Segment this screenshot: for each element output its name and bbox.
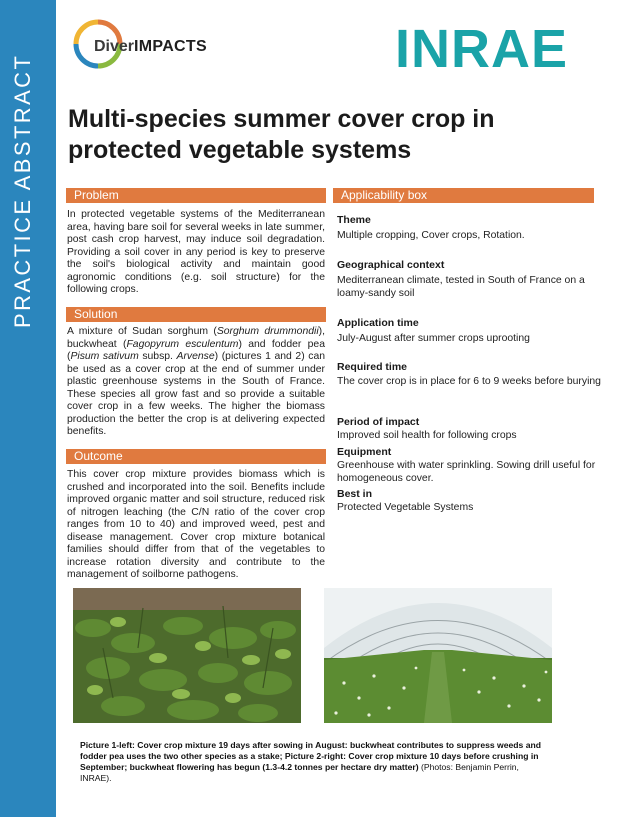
diverimpacts-wordmark: DiverIMPACTS xyxy=(94,38,207,55)
equipment-label: Equipment xyxy=(337,446,392,458)
equipment-value: Greenhouse with water sprinkling. Sowing drill useful for homogeneous cover. xyxy=(337,460,596,484)
sidebar-label: PRACTICE ABSTRACT xyxy=(10,53,35,328)
sidebar xyxy=(0,0,56,817)
outcome-heading: Outcome xyxy=(66,449,326,464)
problem-text: In protected vegetable systems of the Mediterranean area, having bare soil for several weeks in late summer, post cash crop harvest, may induce soil degradation. Providing a soil cover in any period is key to preserve the soil's biological activity and maintain good agronomic conditions (e.g. soil structure) for the following crops. xyxy=(67,209,325,295)
diverimpacts-logo xyxy=(72,18,242,72)
inrae-logo: INRAE xyxy=(395,19,569,79)
theme-value: Multiple cropping, Cover crops, Rotation. xyxy=(337,230,525,241)
application-time-label: Application time xyxy=(337,317,419,329)
theme-label: Theme xyxy=(337,214,371,226)
page-title: Multi-species summer cover crop in protected vegetable systems xyxy=(68,105,495,164)
solution-text: A mixture of Sudan sorghum (Sorghum drummondii), buckwheat (Fagopyrum esculentum) and fodder pea (Pisum sativum subsp. Arvense) (pictures 1 and 2) can be used as a cover crop at the end of summer under plastic greenhouse systems in the South of France. These species all grow fast and so provide a suitable cover crop in a few weeks. The higher the biomass production the better the crop is at delivering expected benefits. xyxy=(67,326,325,437)
photo-cover-crop-august xyxy=(73,588,301,723)
outcome-text: This cover crop mixture provides biomass which is crushed and incorporated into the soil. Benefits include improved organic matter and soil structure, reduced risk of nitrogen leaching (the C/N ratio of the cover crop ranges from 10 to 40) and improved weed, pest and disease management. Cover crop mixture botanical families should differ from that of the vegetables to increase rotation diversity and contribute to the management of soilborne pathogens. xyxy=(67,469,325,580)
solution-heading: Solution xyxy=(66,307,326,322)
geo-label: Geographical context xyxy=(337,259,445,271)
applicability-heading: Applicability box xyxy=(333,188,594,203)
best-in-label: Best in xyxy=(337,488,373,500)
period-of-impact-label: Period of impact xyxy=(337,416,420,428)
required-time-value: The cover crop is in place for 6 to 9 weeks before burying xyxy=(337,376,601,387)
best-in-value: Protected Vegetable Systems xyxy=(337,502,474,513)
photo-caption: Picture 1-left: Cover crop mixture 19 days after sowing in August: buckwheat contributes to suppress weeds and fodder pea uses the two other species as a stake; Picture 2-right: Cover crop mixture 10 days before crushing in September; buckwheat flowering has begun (1.3-4.2 tonnes per hectare dry matter) (Photos: Benjamin Perrin, INRAE). xyxy=(80,740,541,783)
application-time-value: July-August after summer crops uprooting xyxy=(337,333,530,344)
problem-heading: Problem xyxy=(66,188,326,203)
period-of-impact-value: Improved soil health for following crops xyxy=(337,430,517,441)
photo-cover-crop-greenhouse xyxy=(324,588,552,723)
geo-value: Mediterranean climate, tested in South of France on a loamy-sandy soil xyxy=(337,275,585,299)
required-time-label: Required time xyxy=(337,361,408,373)
